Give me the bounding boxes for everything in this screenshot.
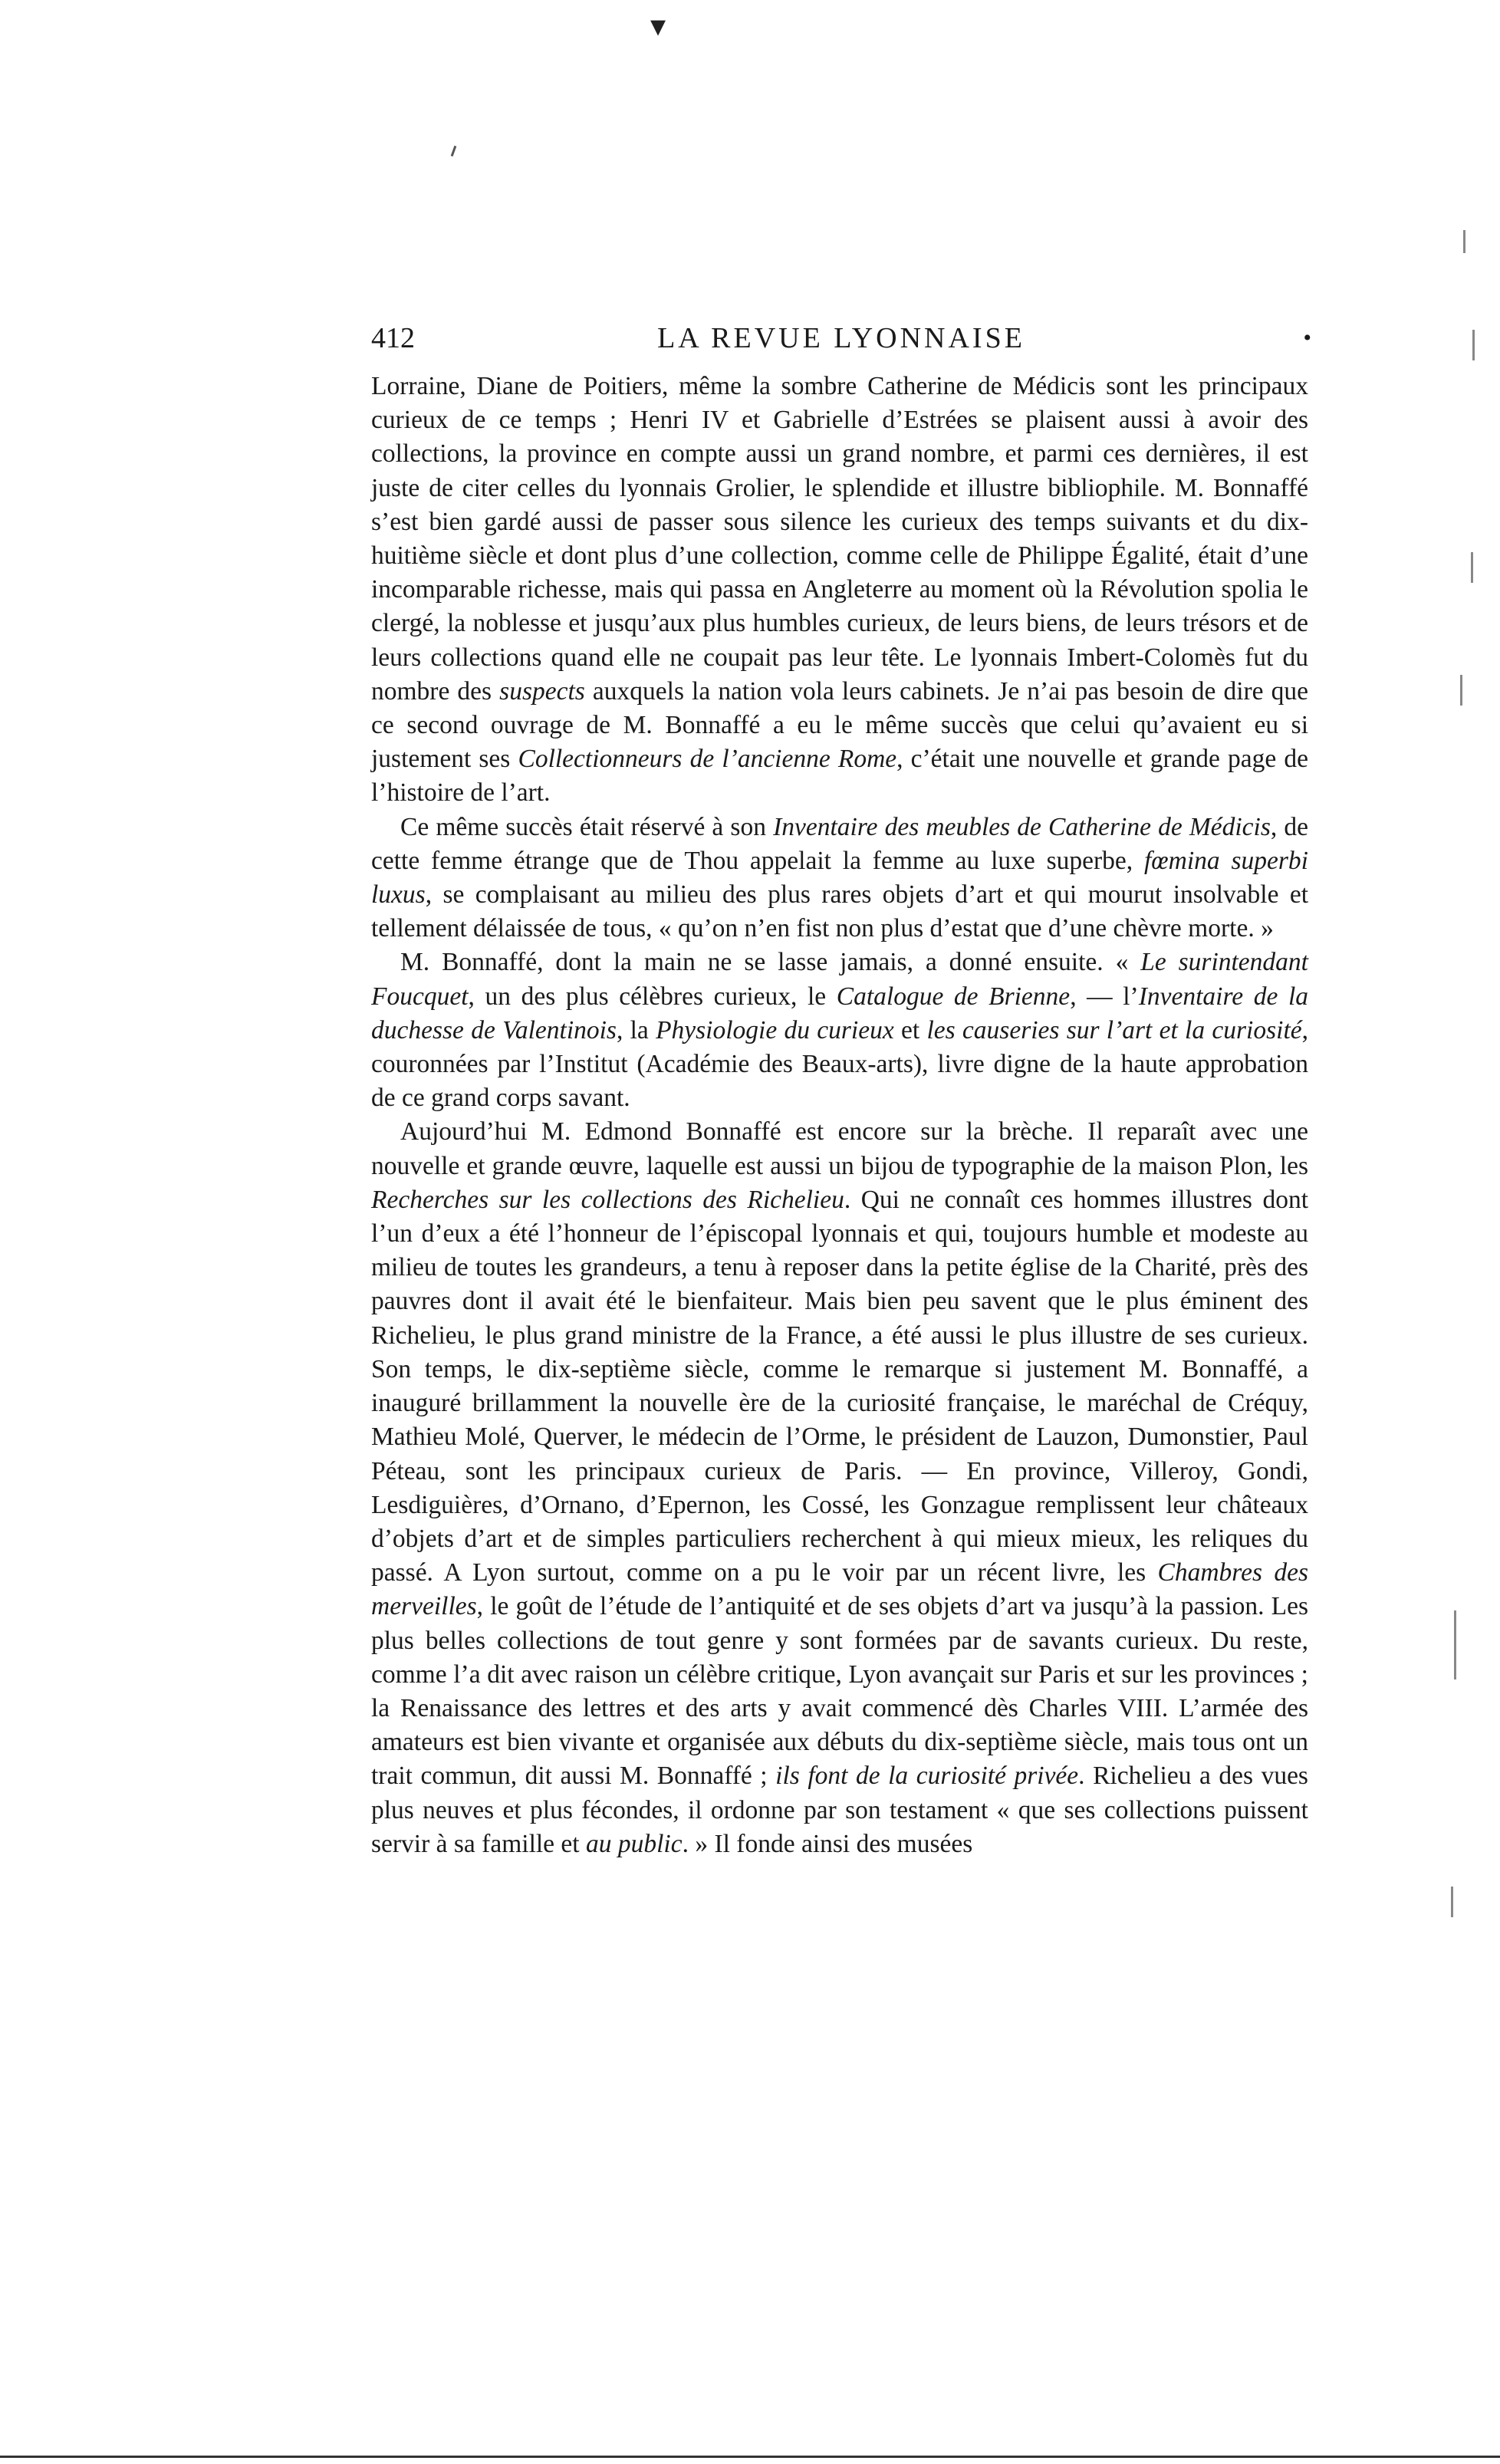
text-run: . » Il fonde ainsi des musées (682, 1829, 973, 1858)
text-run: , — l’ (1070, 982, 1139, 1011)
running-head-dot: • (1303, 325, 1311, 350)
italic-text: Recherches sur les collections des Richelieu (371, 1185, 844, 1214)
article-body (371, 370, 1308, 1861)
italic-text: suspects (499, 676, 585, 706)
paragraph (371, 1115, 1308, 1860)
italic-text: Chambres des merveilles (371, 1558, 1308, 1621)
italic-text: Catalogue de Brienne (836, 982, 1071, 1011)
scan-edge-mark (1454, 1610, 1456, 1679)
running-head (371, 319, 1311, 357)
scan-edge-mark (1472, 330, 1475, 360)
top-printer-mark: ▾ (650, 8, 666, 44)
italic-text: Collectionneurs de l’ancienne Rome (518, 745, 897, 774)
paragraph (371, 811, 1308, 946)
scan-edge-mark (1463, 230, 1465, 253)
text-run: M. Bonnaffé, dont la main ne se lasse jamais, a donné ensuite. « (400, 948, 1141, 977)
italic-text: les causeries sur l’art et la curiosité (926, 1015, 1302, 1044)
text-run: . Qui ne connaît ces hommes illustres dont l’un d’eux a été l’honneur de l’épiscopal lyonnais et qui, toujours humble et modeste au milieu de toutes les grandeurs, a tenu à reposer dans la petite église de la Charité, près des pauvres dont il avait été le bienfaiteur. Mais bien peu savent que le plus éminent des Richelieu, le plus grand ministre de la France, a été aussi le plus illustre de ses curieux. Son temps, le dix-septième siècle, comme le remarque si justement M. Bonnaffé, a inauguré brillamment la nouvelle ère de la curiosité française, le maréchal de Créquy, Mathieu Molé, Querver, le médecin de l’Orme, le président de Lauzon, Dumonstier, Paul Péteau, sont les principaux curieux de Paris. — En province, Villeroy, Gondi, Lesdiguières, d’Ornano, d’Epernon, les Cossé, les Gonzague remplissent leur châteaux d’objets d’art et de simples particuliers recherchent à qui mieux mieux, les reliques du passé. A Lyon surtout, comme on a pu le voir par un récent livre, les (371, 1185, 1308, 1587)
text-run: , un des plus célèbres curieux, le (468, 982, 837, 1011)
italic-text: Le surintendant Foucquet (371, 948, 1308, 1011)
text-run: , se complaisant au milieu des plus rares objets d’art et qui mourut insolvable et tellement délaissée de tous, « qu’on n’en fist non plus d’estat que d’une chèvre morte. » (371, 880, 1308, 943)
bottom-scan-edge (0, 2456, 1500, 2458)
page-number: 412 (371, 322, 415, 354)
italic-text: fœmina superbi luxus (371, 846, 1308, 910)
scan-speck (451, 146, 457, 156)
text-run: . Richelieu a des vues plus neuves et plus fécondes, il ordonne par son testament « que ses collections puissent servir à sa famille et (371, 1762, 1308, 1858)
italic-text: Inventaire de la duchesse de Valentinois (371, 982, 1308, 1044)
scan-edge-mark (1460, 675, 1462, 706)
text-run: , c’était une nouvelle et grande page de l’histoire de l’art. (371, 745, 1309, 808)
italic-text: ils font de la curiosité privée (775, 1762, 1079, 1791)
italic-text: Physiologie du curieux (656, 1015, 894, 1044)
text-run: , de cette femme étrange que de Thou appelait la femme au luxe superbe, (371, 812, 1308, 875)
text-run: auxquels la nation vola leurs cabinets. Je n’ai pas besoin de dire que ce second ouvrage de M. Bonnaffé a eu le même succès que celui qu’avaient eu si justement ses (371, 676, 1308, 774)
paragraph (371, 946, 1308, 1115)
italic-text: au public (585, 1829, 683, 1858)
text-run: , le goût de l’étude de l’antiquité et de ses objets d’art va jusqu’à la passion. Les plus belles collections de tout genre y sont formées par de savants curieux. Du reste, comme l’a dit avec raison un célèbre critique, Lyon avançait sur Paris et sur les provinces ; la Renaissance des lettres et des arts y avait commencé dès Charles VIII. L’armée des amateurs est bien vivante et organisée aux débuts du dix-septième siècle, mais tous ont un trait commun, dit aussi M. Bonnaffé ; (371, 1592, 1308, 1791)
text-run: Aujourd’hui M. Edmond Bonnaffé est encore sur la brèche. Il reparaît avec une nouvelle et grande œuvre, laquelle est aussi un bijou de typographie de la maison Plon, les (371, 1117, 1308, 1180)
text-run: Ce même succès était réservé à son (400, 812, 774, 841)
text-run: et (893, 1015, 927, 1044)
paragraph (371, 370, 1308, 811)
journal-title: LA REVUE LYONNAISE (657, 322, 1025, 354)
scan-edge-mark (1451, 1887, 1453, 1917)
text-run: Lorraine, Diane de Poitiers, même la sombre Catherine de Médicis sont les principaux curieux de ce temps ; Henri IV et Gabrielle d’Estrées se plaisent aussi à avoir des collections, la province en compte aussi un grand nombre, et parmi ces dernières, il est juste de citer celles du lyonnais Grolier, le splendide et illustre bibliophile. M. Bonnaffé s’est bien gardé aussi de passer sous silence les curieux des temps suivants et du dix-huitième siècle et dont plus d’une collection, comme celle de Philippe Égalité, était d’une incomparable richesse, mais qui passa en Angleterre au moment où la Révolution spolia le clergé, la noblesse et jusqu’aux plus humbles curieux, de leurs biens, de leurs trésors et de leurs collections quand elle ne coupait pas leur tête. Le lyonnais Imbert-Colomès fut du nombre des (371, 372, 1308, 706)
text-run: , couronnées par l’Institut (Académie des Beaux-arts), livre digne de la haute approbation de ce grand corps savant. (371, 1015, 1308, 1113)
italic-text: Inventaire des meubles de Catherine de Médicis (773, 812, 1271, 841)
scan-edge-mark (1471, 552, 1473, 583)
text-run: , la (616, 1015, 656, 1044)
